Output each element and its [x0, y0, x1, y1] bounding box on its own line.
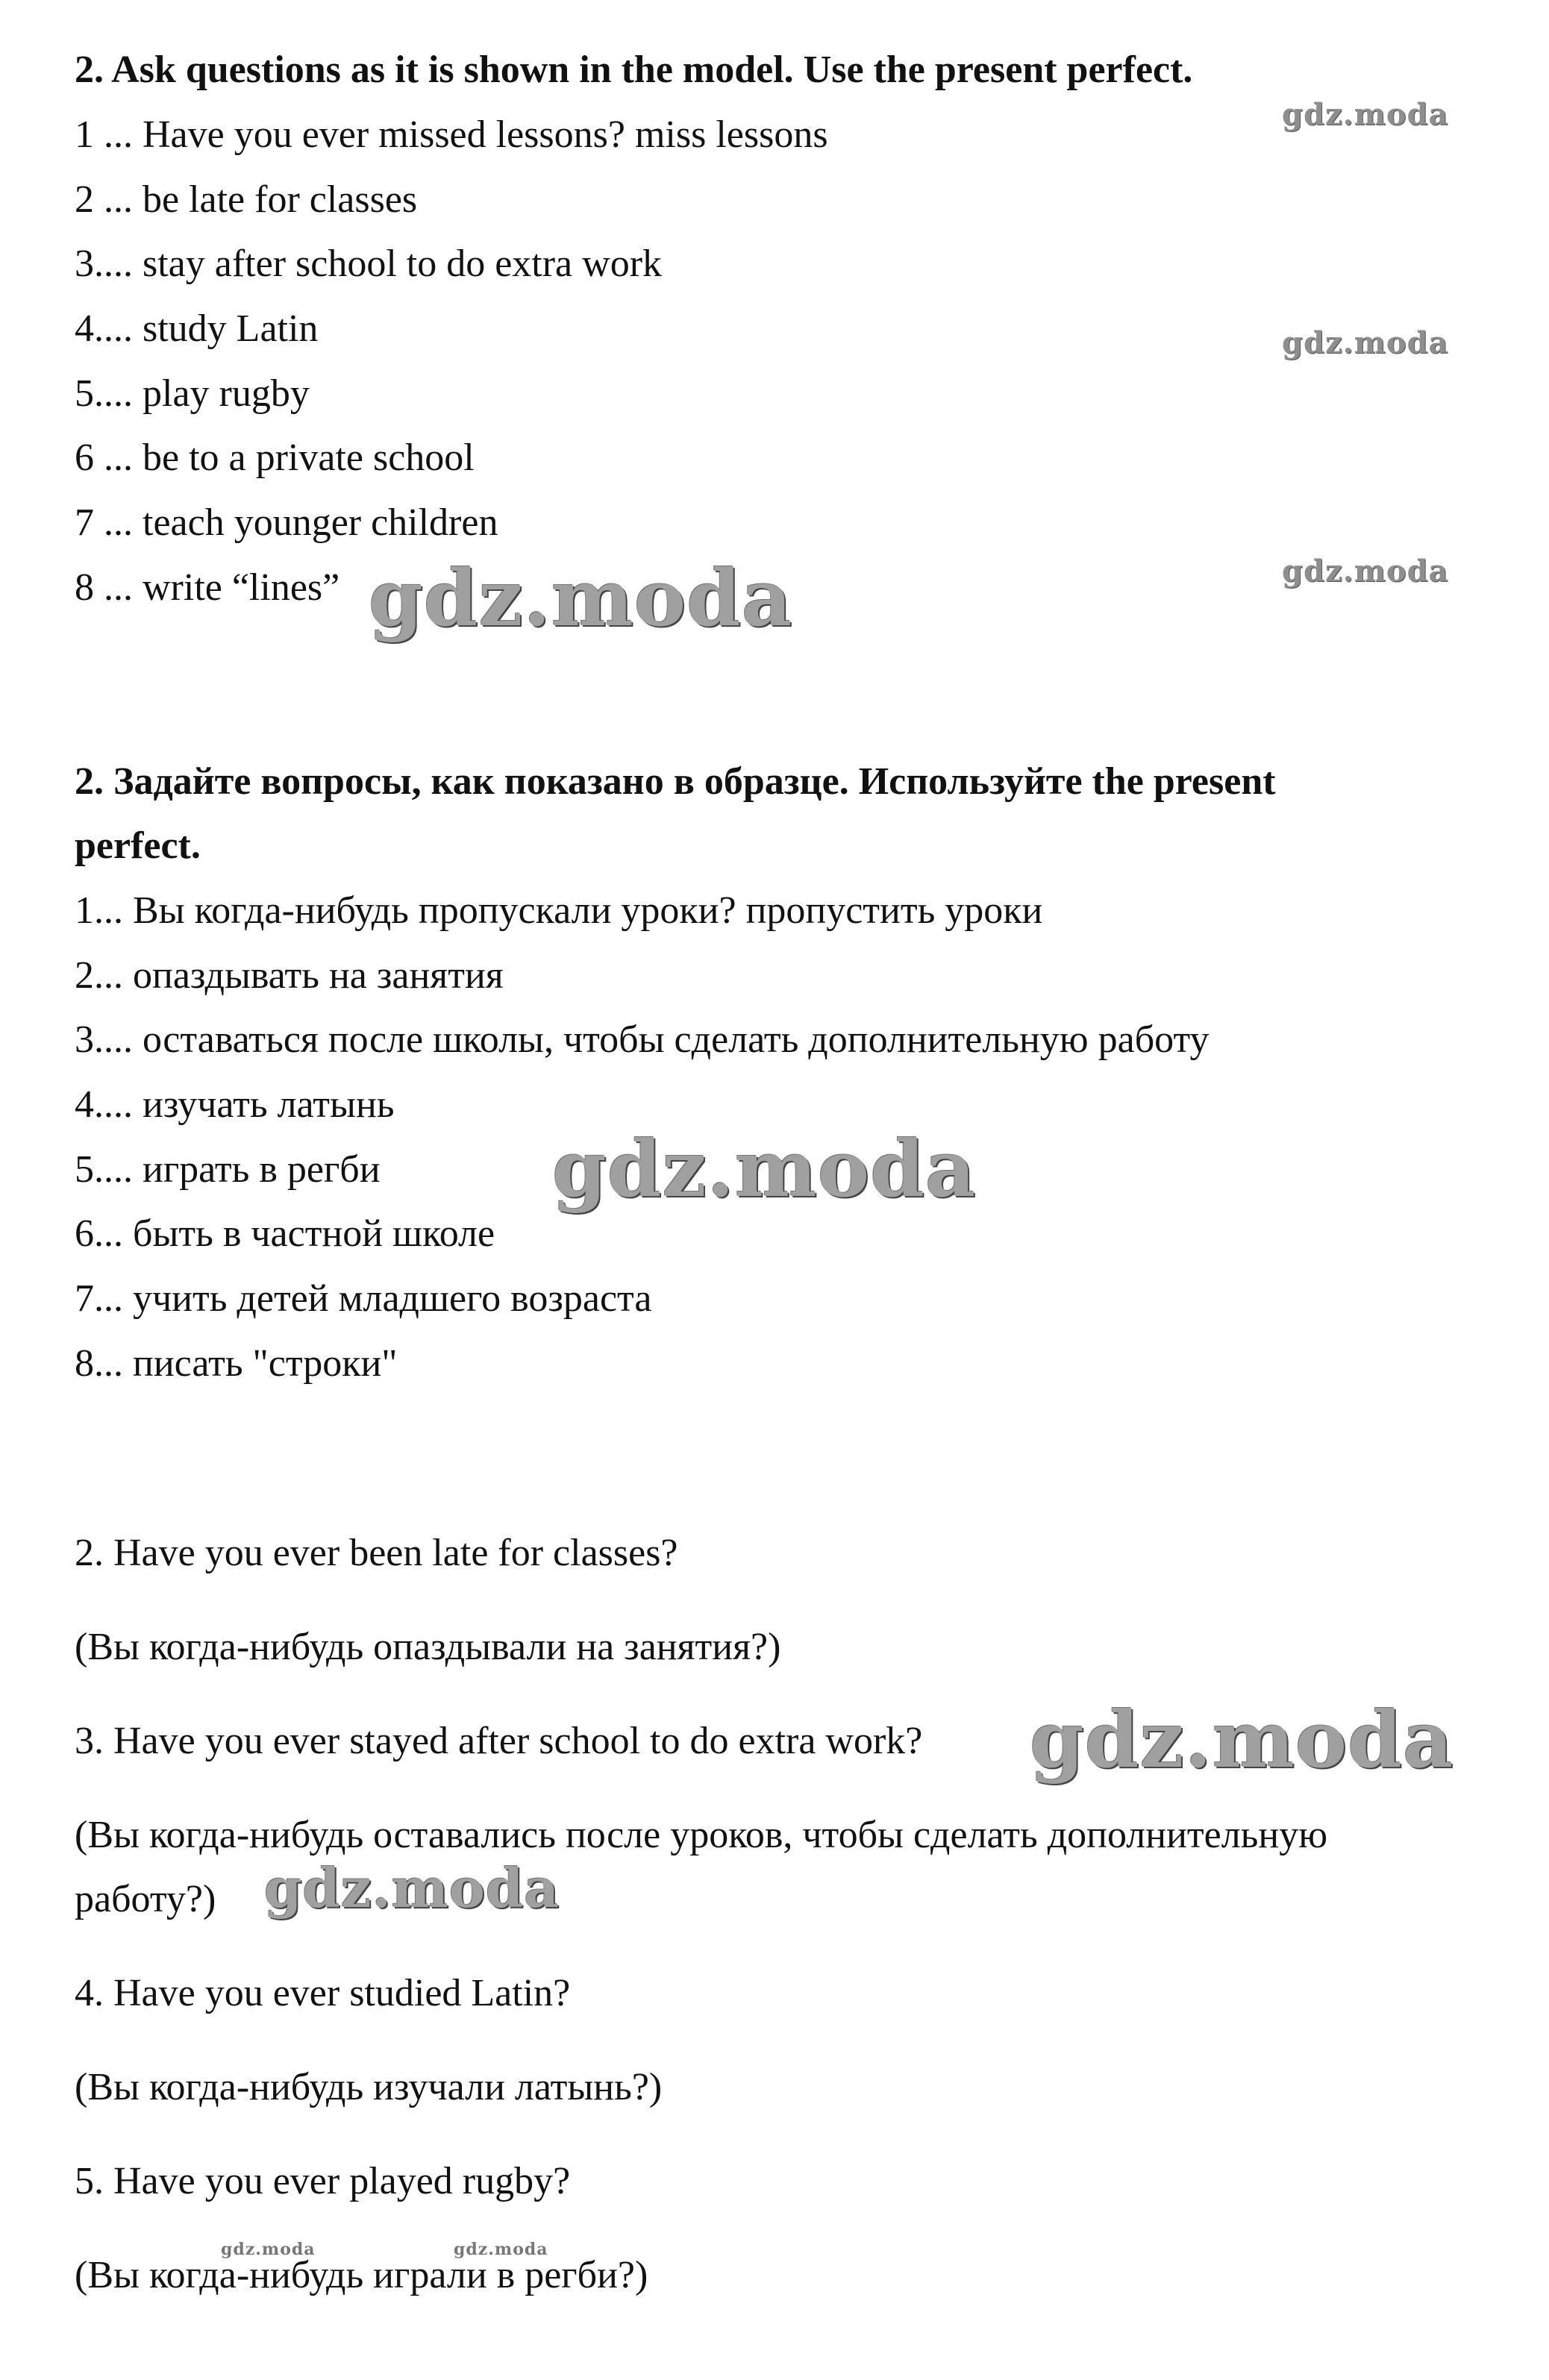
answer-3-translation-line-2: работу?): [75, 1878, 216, 1920]
watermark: gdz.moda: [264, 1856, 560, 1920]
english-item-3: 3.... stay after school to do extra work: [75, 242, 663, 285]
english-item-8: 8 ... write “lines”: [75, 566, 340, 609]
watermark: gdz.moda: [454, 2240, 548, 2259]
watermark: gdz.moda: [1282, 325, 1449, 360]
russian-item-6: 6... быть в частной школе: [75, 1212, 495, 1255]
russian-item-1: 1... Вы когда-нибудь пропускали уроки? пропустить уроки: [75, 889, 1043, 932]
watermark: gdz.moda: [1030, 1694, 1454, 1785]
russian-item-4: 4.... изучать латынь: [75, 1083, 395, 1126]
english-item-2: 2 ... be late for classes: [75, 178, 418, 221]
english-item-4: 4.... study Latin: [75, 307, 319, 350]
russian-item-5: 5.... играть в регби: [75, 1148, 381, 1191]
watermark: gdz.moda: [369, 552, 793, 644]
watermark: gdz.moda: [1282, 554, 1449, 589]
english-item-5: 5.... play rugby: [75, 372, 310, 415]
answer-4-translation: (Вы когда-нибудь изучали латынь?): [75, 2066, 663, 2108]
answer-5-translation: (Вы когда-нибудь играли в регби?): [75, 2254, 648, 2296]
russian-item-3: 3.... оставаться после школы, чтобы сделать дополнительную работу: [75, 1018, 1210, 1061]
russian-task-heading-line-2: perfect.: [75, 824, 201, 867]
english-task-heading: 2. Ask questions as it is shown in the model. Use the present perfect.: [75, 48, 1193, 91]
watermark: gdz.moda: [1282, 97, 1449, 132]
russian-task-heading-line-1: 2. Задайте вопросы, как показано в образце. Используйте the present: [75, 760, 1276, 803]
watermark: gdz.moda: [221, 2240, 316, 2259]
answer-4: 4. Have you ever studied Latin?: [75, 1972, 571, 2014]
answer-2: 2. Have you ever been late for classes?: [75, 1532, 678, 1574]
english-item-6: 6 ... be to a private school: [75, 436, 475, 479]
english-item-1: 1 ... Have you ever missed lessons? miss lessons: [75, 113, 828, 156]
russian-item-8: 8... писать "строки": [75, 1342, 398, 1385]
english-item-7: 7 ... teach younger children: [75, 501, 498, 544]
answer-5: 5. Have you ever played rugby?: [75, 2160, 571, 2202]
answer-2-translation: (Вы когда-нибудь опаздывали на занятия?): [75, 1626, 781, 1668]
russian-item-7: 7... учить детей младшего возраста: [75, 1277, 652, 1320]
watermark: gdz.moda: [552, 1123, 977, 1215]
answer-3-translation-line-1: (Вы когда-нибудь оставались после уроков, чтобы сделать дополнительную: [75, 1814, 1328, 1856]
russian-item-2: 2... опаздывать на занятия: [75, 954, 504, 997]
answer-3: 3. Have you ever stayed after school to do extra work?: [75, 1720, 923, 1762]
